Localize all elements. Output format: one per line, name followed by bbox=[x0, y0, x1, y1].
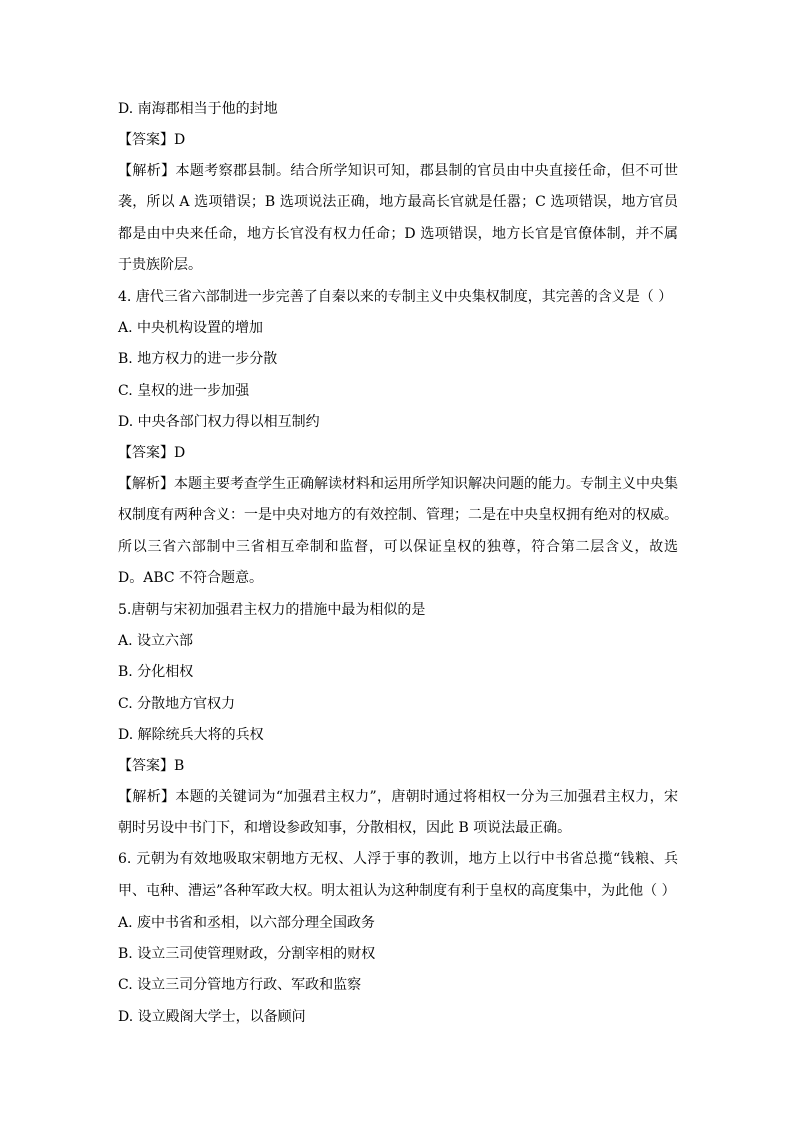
q5-analysis: 【解析】本题的关键词为“加强君主权力”，唐朝时通过将相权一分为三加强君主权力，宋朝时另设中书门下，和增设参政知事，分散相权，因此 B 项说法最正确。 bbox=[118, 788, 678, 837]
q4-stem: 4. 唐代三省六部制进一步完善了自秦以来的专制主义中央集权制度，其完善的含义是（ ） bbox=[118, 288, 673, 305]
q3-analysis: 【解析】本题考察郡县制。结合所学知识可知，郡县制的官员由中央直接任命，但不可世袭，所以 A 选项错误；B 选项说法正确，地方最高长官就是任嚣；C 选项错误，地方官员都是由中央来任命，地方长官没有权力任命；D 选项错误，地方长官是官僚体制，并不属于贵族阶层。 bbox=[118, 162, 678, 273]
q4-answer: 【答案】D bbox=[118, 445, 186, 462]
q5-option-c: C. 分散地方官权力 bbox=[118, 695, 236, 712]
q6-option-c: C. 设立三司分管地方行政、军政和监察 bbox=[118, 977, 362, 994]
q5-option-b: B. 分化相权 bbox=[118, 664, 194, 681]
q4-option-a: A. 中央机构设置的增加 bbox=[118, 320, 264, 337]
q6-stem: 6. 元朝为有效地吸取宋朝地方无权、人浮于事的教训，地方上以行中书省总揽“钱粮、兵甲、屯种、漕运”各种军政大权。明太祖认为这种制度有利于皇权的高度集中，为此他（ ） bbox=[118, 851, 678, 899]
q6-option-d: D. 设立殿阁大学士，以备顾问 bbox=[118, 1008, 306, 1025]
q5-option-d: D. 解除统兵大将的兵权 bbox=[118, 726, 264, 743]
q6-option-a: A. 废中书省和丞相，以六部分理全国政务 bbox=[118, 914, 376, 931]
q5-option-a: A. 设立六部 bbox=[118, 633, 194, 650]
q4-option-d: D. 中央各部门权力得以相互制约 bbox=[118, 413, 320, 430]
q6-option-b: B. 设立三司使管理财政，分割宰相的财权 bbox=[118, 946, 376, 963]
q5-stem: 5.唐朝与宋初加强君主权力的措施中最为相似的是 bbox=[118, 601, 426, 618]
document-page bbox=[118, 98, 678, 1037]
q3-option-d: D. 南海郡相当于他的封地 bbox=[118, 101, 278, 117]
q4-analysis: 【解析】本题主要考查学生正确解读材料和运用所学知识解决问题的能力。专制主义中央集权制度有两种含义：一是中央对地方的有效控制、管理；二是在中央皇权拥有绝对的权威。所以三省六部制中三省相互牵制和监督，可以保证皇权的独尊，符合第二层含义，故选 D。ABC 不符合题意。 bbox=[118, 475, 678, 586]
q4-option-b: B. 地方权力的进一步分散 bbox=[118, 351, 278, 368]
q4-option-c: C. 皇权的进一步加强 bbox=[118, 382, 250, 399]
q3-answer: 【答案】D bbox=[118, 132, 186, 149]
q5-answer: 【答案】B bbox=[118, 758, 185, 775]
